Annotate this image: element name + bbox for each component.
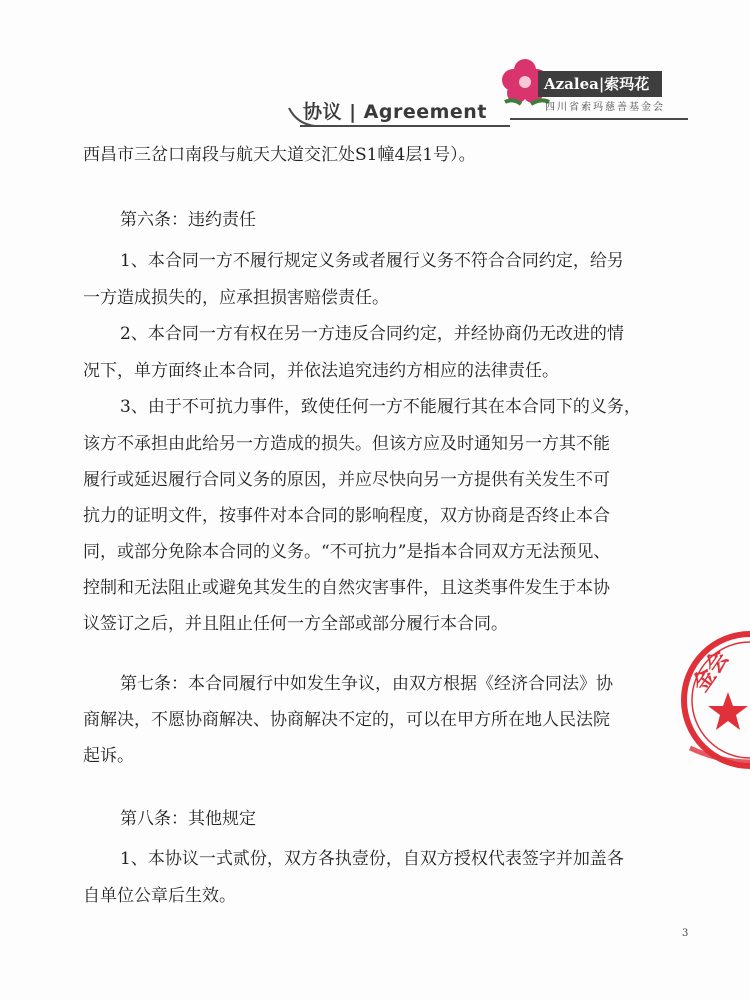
section-heading: 第八条：其他规定 <box>120 809 256 829</box>
logo-name-box: Azalea|索玛花 <box>538 71 662 97</box>
page-number: 3 <box>682 928 689 939</box>
text-line: 自单位公章后生效。 <box>83 886 236 906</box>
text-line: 况下，单方面终止本合同，并依法追究违约方相应的法律责任。 <box>83 361 559 381</box>
stamp-text: 金会 <box>688 646 735 697</box>
text-line: 抗力的证明文件，按事件对本合同的影响程度，双方协商是否终止本合 <box>83 506 610 526</box>
header-rule <box>300 125 510 127</box>
logo-organization-name: 四川省索玛慈善基金会 <box>545 102 665 113</box>
text-line: 2、本合同一方有权在另一方违反合同约定，并经协商仍无改进的情 <box>120 324 624 344</box>
text-line: 3、由于不可抗力事件，致使任何一方不能履行其在本合同下的义务， <box>120 397 641 417</box>
text-line: 1、本合同一方不履行规定义务或者履行义务不符合合同约定，给另 <box>120 251 624 271</box>
text-line: 西昌市三岔口南段与航天大道交汇处S1幢4层1号）。 <box>83 145 476 165</box>
text-line: 同，或部分免除本合同的义务。“不可抗力”是指本合同双方无法预见、 <box>83 542 611 562</box>
official-seal-stamp <box>650 630 750 770</box>
text-line: 履行或延迟履行合同义务的原因，并应尽快向另一方提供有关发生不可 <box>83 470 610 490</box>
header-title: 协议 | Agreement <box>303 101 487 123</box>
text-line: 控制和无法阻止或避免其发生的自然灾害事件，且这类事件发生于本协 <box>83 578 610 598</box>
text-line: 起诉。 <box>83 746 134 766</box>
text-line: 一方造成损失的，应承担损害赔偿责任。 <box>83 288 389 308</box>
text-line: 1、本协议一式贰份，双方各执壹份，自双方授权代表签字并加盖各 <box>120 849 624 869</box>
text-line: 议签订之后，并且阻止任何一方全部或部分履行本合同。 <box>83 614 508 634</box>
section-heading: 第七条：本合同履行中如发生争议，由双方根据《经济合同法》协 <box>120 674 613 694</box>
section-heading: 第六条：违约责任 <box>120 210 256 230</box>
header-rule-right <box>510 118 688 120</box>
text-line: 商解决，不愿协商解决、协商解决不定的，可以在甲方所在地人民法院 <box>83 710 610 730</box>
text-line: 该方不承担由此给另一方造成的损失。但该方应及时通知另一方其不能 <box>83 434 610 454</box>
